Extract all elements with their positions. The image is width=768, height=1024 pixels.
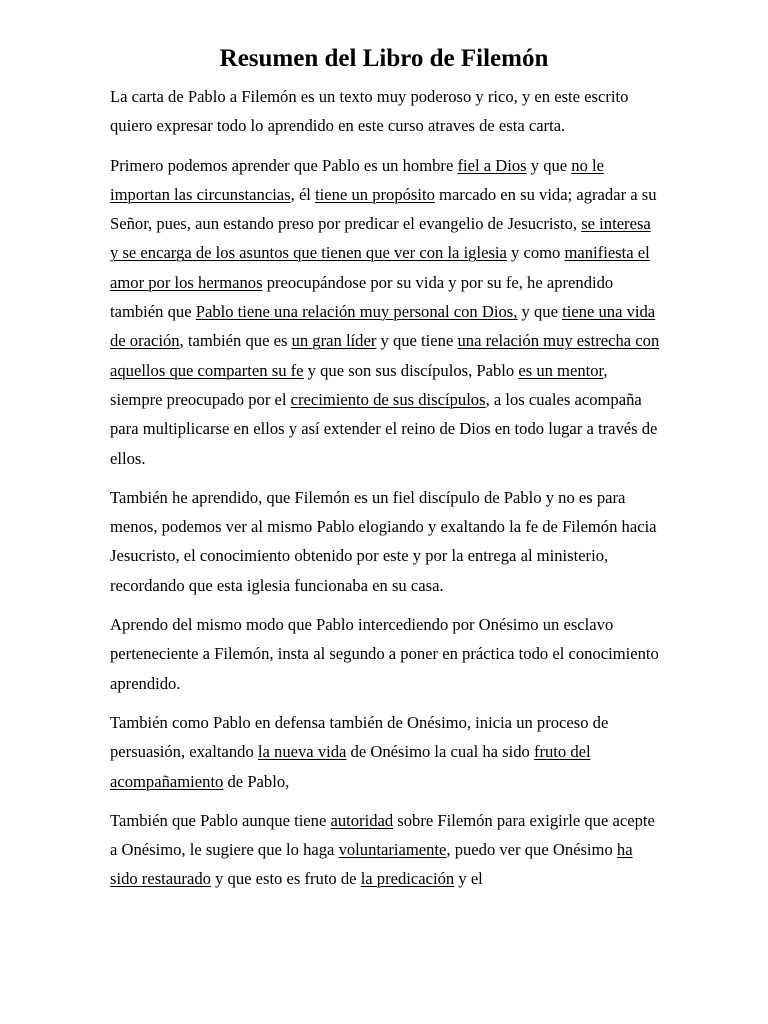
text-run: , siempre preocupado por el: [110, 360, 608, 409]
underlined-phrase: tiene una vida de oración: [110, 302, 656, 351]
text-run: , también que es: [179, 331, 292, 351]
text-run: , a los cuales acompaña para multiplicarse en ellos y así extender el reino de Dios en todo lugar a través de ellos.: [110, 389, 658, 468]
underlined-phrase: fiel a Dios: [457, 155, 527, 175]
text-run: y el: [454, 869, 483, 889]
text-run: y como: [506, 243, 565, 263]
paragraph: [110, 151, 662, 473]
underlined-phrase: se interesa y se encarga de los asuntos que tienen que ver con la iglesia: [110, 214, 651, 263]
text-run: Primero podemos aprender que Pablo es un hombre: [110, 155, 458, 175]
text-run: La carta de Pablo a Filemón es un texto muy poderoso y rico, y en este escrito quiero expresar todo lo aprendido en este curso atraves de esta carta.: [110, 87, 629, 136]
text-run: También he aprendido, que Filemón es un fiel discípulo de Pablo y no es para menos, podemos ver al mismo Pablo elogiando y exaltando la fe de Filemón hacia Jesucristo, el conocimiento obtenido por este y por la entrega al ministerio, recordando que esta iglesia funcionaba en su casa.: [110, 487, 657, 595]
underlined-phrase: no le importan las circunstancias: [110, 155, 605, 204]
underlined-phrase: manifiesta el amor por los hermanos: [110, 243, 650, 292]
text-run: y que tiene: [376, 331, 458, 351]
paragraph: [110, 82, 662, 141]
text-run: Aprendo del mismo modo que Pablo intercediendo por Onésimo un esclavo perteneciente a Filemón, insta al segundo a poner en práctica todo el conocimiento aprendido.: [110, 615, 659, 693]
paragraph: [110, 483, 662, 600]
text-run: También que Pablo aunque tiene: [110, 810, 331, 830]
text-run: marcado en su vida; agradar a su Señor, pues, aun estando preso por predicar el evangelio de Jesucristo,: [110, 184, 657, 234]
underlined-phrase: autoridad: [330, 810, 394, 830]
text-run: y que: [517, 302, 563, 322]
underlined-phrase: es un mentor: [518, 360, 604, 380]
underlined-phrase: ha sido restaurado: [110, 840, 633, 889]
text-run: , puedo ver que Onésimo: [446, 840, 617, 860]
paragraph: [110, 806, 662, 894]
underlined-phrase: crecimiento de sus discípulos: [290, 389, 486, 409]
text-run: sobre Filemón para exigirle que acepte a Onésimo, le sugiere que lo haga: [110, 810, 655, 860]
document-body: [110, 82, 662, 904]
underlined-phrase: la predicación: [360, 869, 455, 889]
underlined-phrase: tiene un propósito: [315, 184, 435, 204]
text-run: También como Pablo en defensa también de Onésimo, inicia un proceso de persuasión, exaltando: [110, 712, 609, 762]
text-run: y que son sus discípulos, Pablo: [303, 360, 519, 380]
underlined-phrase: una relación muy estrecha con aquellos que comparten su fe: [110, 331, 660, 380]
text-run: de Onésimo la cual ha sido: [346, 742, 534, 762]
text-run: preocupándose por su vida y por su fe, he aprendido también que: [110, 272, 614, 322]
paragraph: [110, 708, 662, 796]
underlined-phrase: un gran líder: [291, 331, 377, 351]
document-title: Resumen del Libro de Filemón: [219, 45, 549, 72]
text-run: de Pablo,: [223, 771, 290, 791]
text-run: y que esto es fruto de: [210, 869, 361, 889]
underlined-phrase: voluntariamente: [338, 840, 447, 860]
text-run: y que: [526, 155, 572, 175]
paragraph: [110, 610, 662, 698]
text-run: , él: [290, 184, 316, 204]
underlined-phrase: Pablo tiene una relación muy personal con Dios,: [195, 302, 518, 322]
underlined-phrase: fruto del acompañamiento: [110, 742, 591, 791]
underlined-phrase: la nueva vida: [257, 742, 347, 762]
